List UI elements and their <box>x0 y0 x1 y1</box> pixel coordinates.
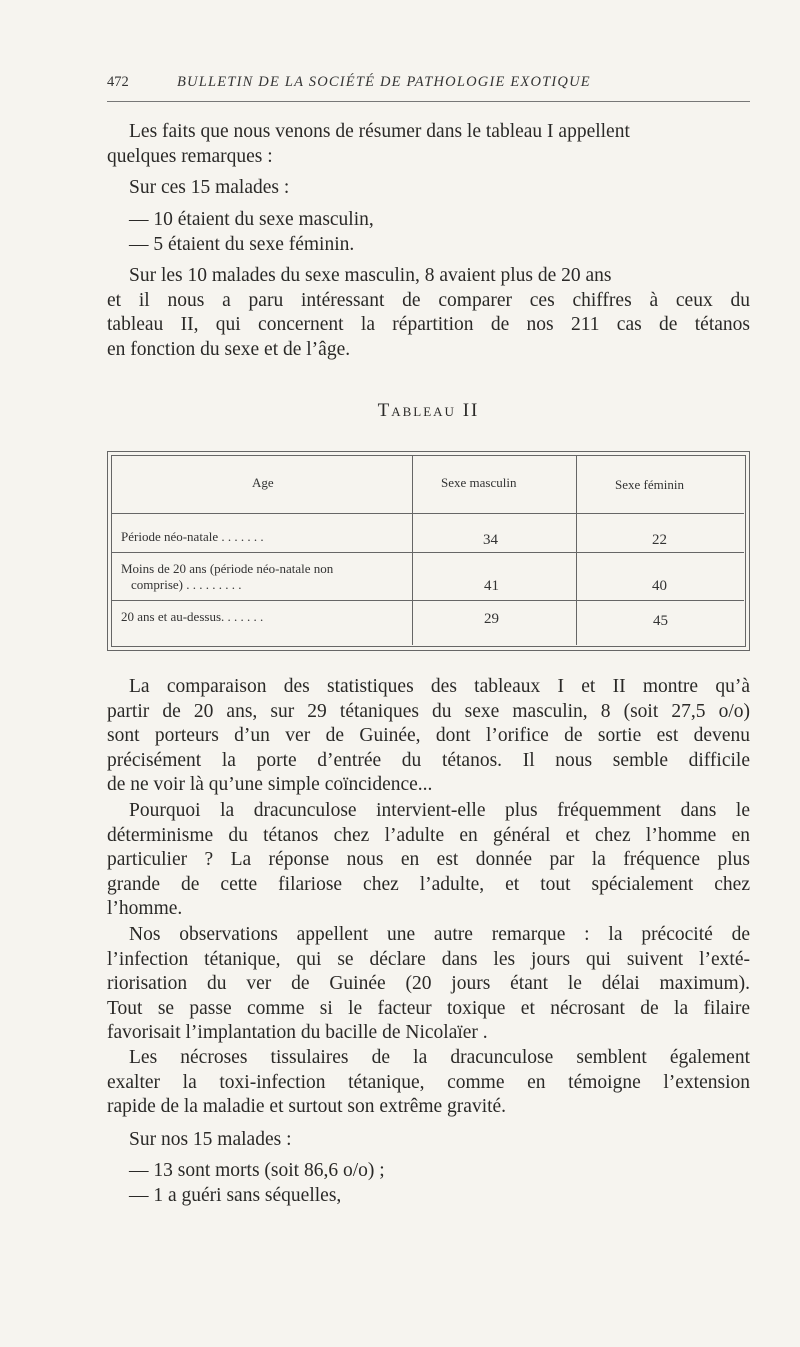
text-line: tableau II, qui concernent la répartition de nos 211 cas de tétanos <box>107 314 750 336</box>
cell-20plus-female: 45 <box>653 613 668 629</box>
paragraph-6 <box>107 923 750 1046</box>
row-label-under20-line2: comprise) . . . . . . . . . <box>131 577 242 592</box>
cell-under20-female: 40 <box>652 578 667 594</box>
row-label-20plus: 20 ans et au-dessus. . . . . . . <box>121 609 264 624</box>
paragraph-7 <box>107 1046 750 1120</box>
header-divider <box>111 513 744 514</box>
list-item: — 13 sont morts (soit 86,6 o/o) ; <box>129 1160 385 1181</box>
row-divider <box>111 552 744 553</box>
table-title <box>0 400 800 422</box>
text-line: en fonction du sexe et de l’âge. <box>107 338 351 360</box>
header-rule <box>107 101 750 102</box>
text-line: rapide de la maladie et surtout son extrême gravité. <box>107 1096 507 1118</box>
paragraph-2: Sur ces 15 malades : <box>129 177 290 198</box>
text-line: l’homme. <box>107 898 183 920</box>
paragraph-1 <box>107 120 750 169</box>
text-line: et il nous a paru intéressant de comparer ces chiffres à ceux du <box>107 289 750 311</box>
text-line: déterminisme du tétanos chez l’adulte en général et chez l’homme en <box>107 824 750 846</box>
text-line: quelques remarques : <box>107 145 273 167</box>
list-item: — 1 a guéri sans séquelles, <box>129 1185 342 1206</box>
text-line: Les faits que nous venons de résumer dans le tableau I appellent <box>129 121 630 142</box>
text-line: Nos observations appellent une autre remarque : la précocité de <box>129 924 750 945</box>
row-divider <box>111 600 744 601</box>
list-item: — 5 étaient du sexe féminin. <box>129 234 355 255</box>
list-item: — 10 étaient du sexe masculin, <box>129 209 374 230</box>
page-number: 472 <box>107 74 129 90</box>
cell-neonatal-female: 22 <box>652 532 667 548</box>
text-line: précisément la porte d’entrée du tétanos. Il nous semble difficile <box>107 749 750 771</box>
text-line: exalter la toxi-infection tétanique, comme en témoigne l’extension <box>107 1071 750 1093</box>
column-divider <box>412 455 413 645</box>
text-line: particulier ? La réponse nous en est donnée par la fréquence plus <box>107 849 750 871</box>
paragraph-4 <box>107 675 750 798</box>
text-line: l’infection tétanique, qui se déclare dans les jours qui suivent l’exté- <box>107 948 750 970</box>
paragraph-5 <box>107 799 750 922</box>
text-line: Pourquoi la dracunculose intervient-elle plus fréquemment dans le <box>129 800 750 821</box>
column-header-female: Sexe féminin <box>615 477 684 492</box>
cell-20plus-male: 29 <box>484 611 499 627</box>
text-line: grande de cette filariose chez l’adulte, et tout spécialement chez <box>107 873 750 895</box>
text-line: riorisation du ver de Guinée (20 jours étant le délai maximum). <box>107 973 750 995</box>
cell-under20-male: 41 <box>484 578 499 594</box>
row-label-neonatal: Période néo-natale . . . . . . . <box>121 529 264 544</box>
column-divider <box>576 455 577 645</box>
paragraph-3 <box>107 264 750 362</box>
text-line: de ne voir là qu’une simple coïncidence... <box>107 774 433 796</box>
cell-neonatal-male: 34 <box>483 532 498 548</box>
column-header-male: Sexe masculin <box>441 475 517 490</box>
paragraph-8: Sur nos 15 malades : <box>129 1129 292 1150</box>
text-line: sont porteurs d’un ver de Guinée, dont l’orifice de sortie est devenu <box>107 725 750 747</box>
text-line: La comparaison des statistiques des tableaux I et II montre qu’à <box>129 676 750 697</box>
text-line: favorisait l’implantation du bacille de Nicolaïer . <box>107 1022 488 1044</box>
text-line: Tout se passe comme si le facteur toxique et nécrosant de la filaire <box>107 997 750 1019</box>
row-label-under20-line1: Moins de 20 ans (période néo-natale non <box>121 561 334 576</box>
text-line: Les nécroses tissulaires de la dracunculose semblent également <box>129 1047 750 1068</box>
column-header-age: Age <box>252 475 274 490</box>
running-head-title: BULLETIN DE LA SOCIÉTÉ DE PATHOLOGIE EXOTIQUE <box>177 74 591 90</box>
text-line: partir de 20 ans, sur 29 tétaniques du sexe masculin, 8 (soit 27,5 o/o) <box>107 700 750 722</box>
table-title-text: Tableau II <box>377 400 480 421</box>
text-line: Sur les 10 malades du sexe masculin, 8 avaient plus de 20 ans <box>129 265 612 286</box>
table-2 <box>107 451 750 651</box>
